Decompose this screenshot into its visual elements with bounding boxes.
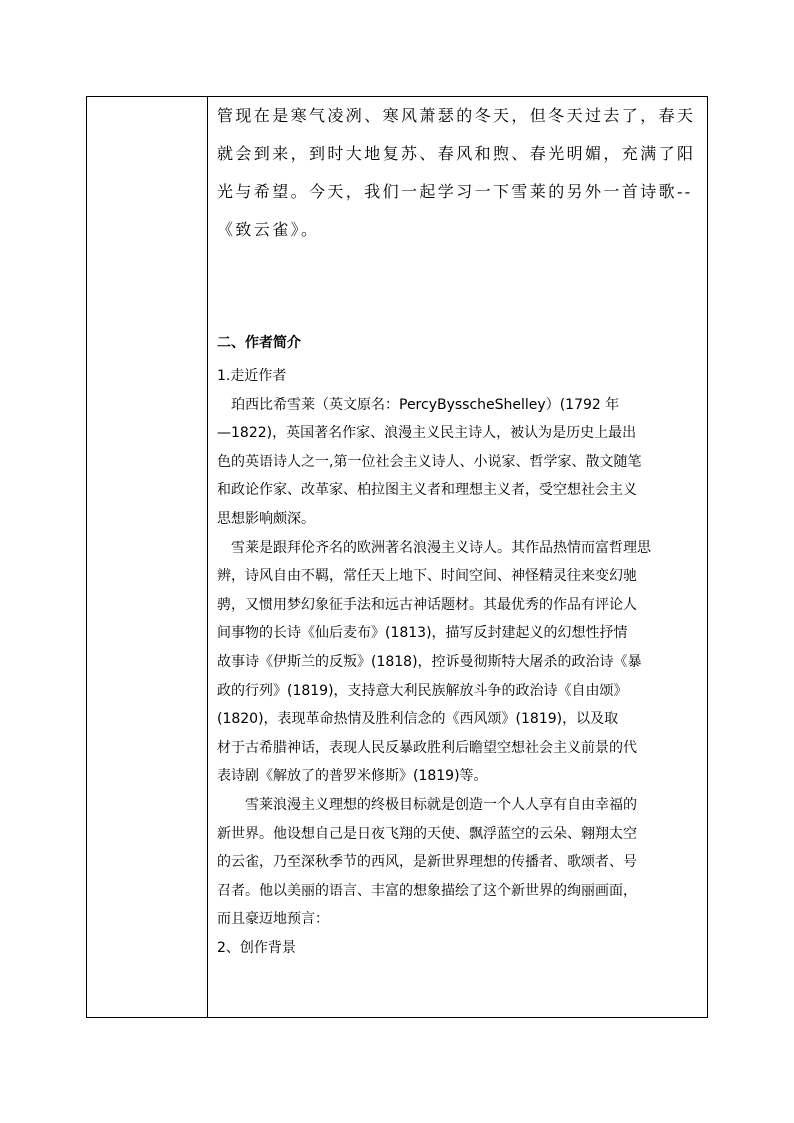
para2-line: 辨，诗风自由不羁，常任天上地下、时间空间、神怪精灵往来变幻驰 [217,568,637,585]
table-left-cell [87,97,208,1017]
para3-line: 雪莱浪漫主义理想的终极目标就是创造一个人人享有自由幸福的 [245,796,637,813]
intro-line: 管现在是寒气凌冽、寒风萧瑟的冬天，但冬天过去了，春天 [217,106,696,125]
intro-line: 《致云雀》。 [217,220,320,239]
para2-line: (1820)，表现革命热情及胜利信念的《西风颂》(1819)，以及取 [217,711,619,728]
para3-line: 召者。他以美丽的语言、丰富的想象描绘了这个新世界的绚丽画面， [217,882,637,899]
subheading-approach-author: 1.走近作者 [217,368,287,384]
para1-line: —1822)，英国著名作家、浪漫主义民主诗人，被认为是历史上最出 [217,425,637,442]
para3-line: 新世界。他设想自己是日夜飞翔的天使、飘浮蓝空的云朵、翱翔太空 [217,825,637,842]
table-content-cell [208,97,707,1017]
para2-line: 故事诗《伊斯兰的反叛》(1818)，控诉曼彻斯特大屠杀的政治诗《暴 [217,653,642,670]
intro-paragraph [217,97,700,249]
intro-line: 光与希望。今天，我们一起学习一下雪莱的另外一首诗歌-- [217,182,693,201]
para3-line: 的云雀，乃至深秋季节的西风，是新世界理想的传播者、歌颂者、号 [217,854,637,871]
intro-line: 就会到来，到时大地复苏、春风和煦、春光明媚，充满了阳 [217,144,696,163]
para2-line: 间事物的长诗《仙后麦布》(1813)，描写反封建起义的幻想性抒情 [217,625,628,642]
lesson-table [86,96,708,1018]
para2-line: 表诗剧《解放了的普罗米修斯》(1819)等。 [217,768,488,785]
para1-line: 和政论作家、改革家、柏拉图主义者和理想主义者，受空想社会主义 [217,482,637,499]
para2-line: 骋，又惯用梦幻象征手法和远古神话题材。其最优秀的作品有评论人 [217,596,637,613]
para1-line: 珀西比希雪莱（英文原名：PercyBysscheShelley）(1792 年 [231,396,620,413]
para1-line: 思想影响颇深。 [217,510,315,527]
para3-line: 而且豪迈地预言： [217,911,329,928]
para2-line: 材于古希腊神话，表现人民反暴政胜利后瞻望空想社会主义前景的代 [217,739,637,756]
para2-line: 政的行列》(1819)，支持意大利民族解放斗争的政治诗《自由颂》 [217,682,628,699]
author-intro-body [217,362,700,962]
para2-line: 雪莱是跟拜伦齐名的欧洲著名浪漫主义诗人。其作品热情而富哲理思 [231,539,651,556]
para1-line: 色的英语诗人之一,第一位社会主义诗人、小说家、哲学家、散文随笔 [217,453,642,470]
subheading-creation-background: 2、创作背景 [217,939,296,956]
section-title: 二、作者简介 [217,335,301,351]
